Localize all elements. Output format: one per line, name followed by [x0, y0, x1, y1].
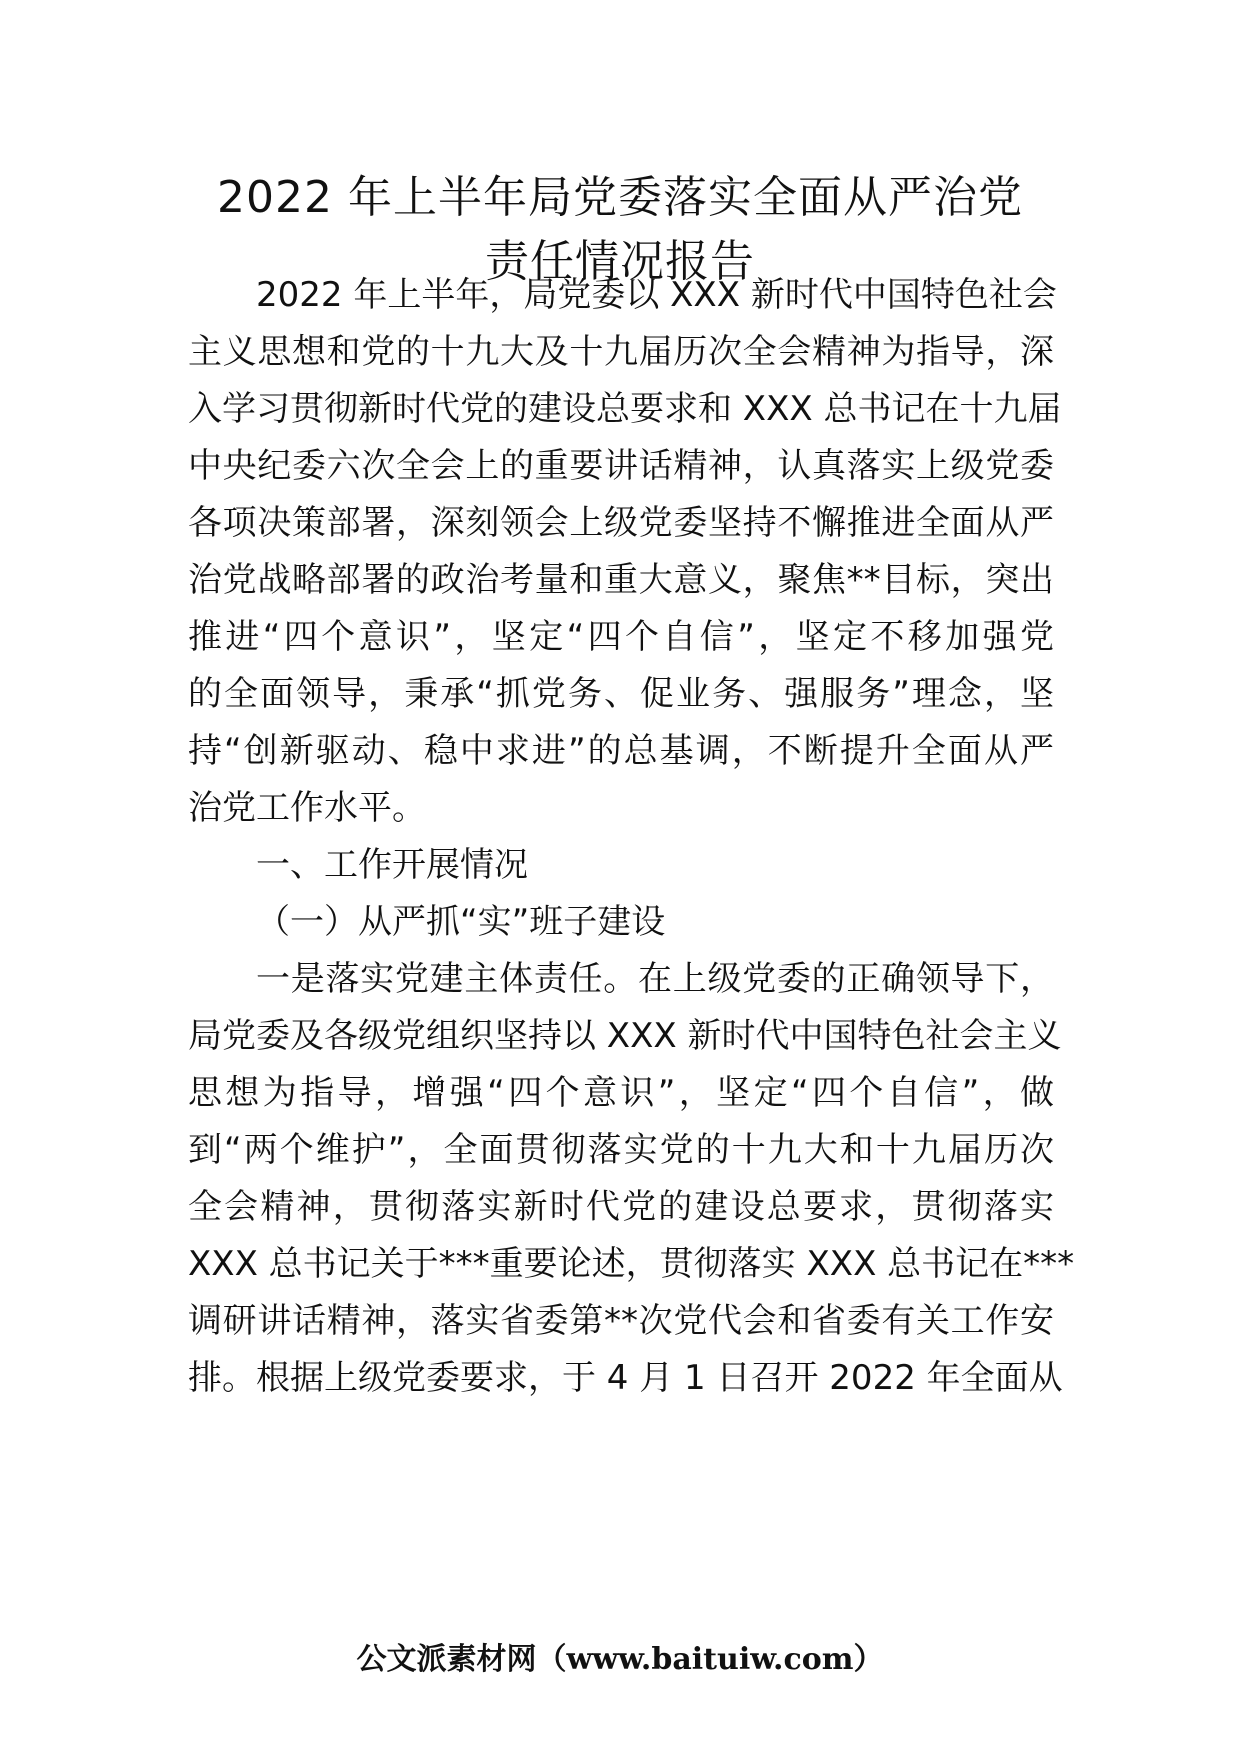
paragraph-line: 各项决策部署，深刻领会上级党委坚持不懈推进全面从严 [188, 503, 1054, 543]
paragraph-line: 全会精神，贯彻落实新时代党的建设总要求，贯彻落实 [188, 1187, 1054, 1227]
paragraph-line: 推进“四个意识”，坚定“四个自信”，坚定不移加强党 [188, 617, 1054, 657]
paragraph-line: 调研讲话精神，落实省委第**次党代会和省委有关工作安 [188, 1301, 1054, 1341]
subsection-heading: （一）从严抓“实”班子建设 [256, 902, 666, 942]
paragraph-line: 局党委及各级党组织坚持以 XXX 新时代中国特色社会主义 [188, 1016, 1062, 1056]
paragraph-line: 治党工作水平。 [188, 788, 426, 828]
document-title-line-1: 2022 年上半年局党委落实全面从严治党 [217, 172, 1023, 223]
paragraph-line: 2022 年上半年，局党委以 XXX 新时代中国特色社会 [256, 275, 1057, 315]
paragraph-line: 入学习贯彻新时代党的建设总要求和 XXX 总书记在十九届 [188, 389, 1062, 429]
paragraph-line: 主义思想和党的十九大及十九届历次全会精神为指导，深 [188, 332, 1054, 372]
document-title-line-2: 责任情况报告 [485, 236, 755, 287]
paragraph-line: 的全面领导，秉承“抓党务、促业务、强服务”理念，坚 [188, 674, 1054, 714]
paragraph-line: XXX 总书记关于***重要论述，贯彻落实 XXX 总书记在*** [188, 1244, 1075, 1284]
paragraph-line: 到“两个维护”，全面贯彻落实党的十九大和十九届历次 [188, 1130, 1054, 1170]
paragraph-line: 中央纪委六次全会上的重要讲话精神，认真落实上级党委 [188, 446, 1054, 486]
paragraph-line: 思想为指导，增强“四个意识”，坚定“四个自信”，做 [188, 1073, 1054, 1113]
paragraph-line: 持“创新驱动、稳中求进”的总基调，不断提升全面从严 [188, 731, 1054, 771]
section-heading: 一、工作开展情况 [256, 845, 528, 885]
footer-watermark: 公文派素材网（www.baituiw.com） [356, 1642, 884, 1677]
paragraph-line: 一是落实党建主体责任。在上级党委的正确领导下， [256, 959, 1054, 999]
paragraph-line: 排。根据上级党委要求，于 4 月 1 日召开 2022 年全面从 [188, 1358, 1063, 1398]
paragraph-line: 治党战略部署的政治考量和重大意义，聚焦**目标，突出 [188, 560, 1054, 600]
